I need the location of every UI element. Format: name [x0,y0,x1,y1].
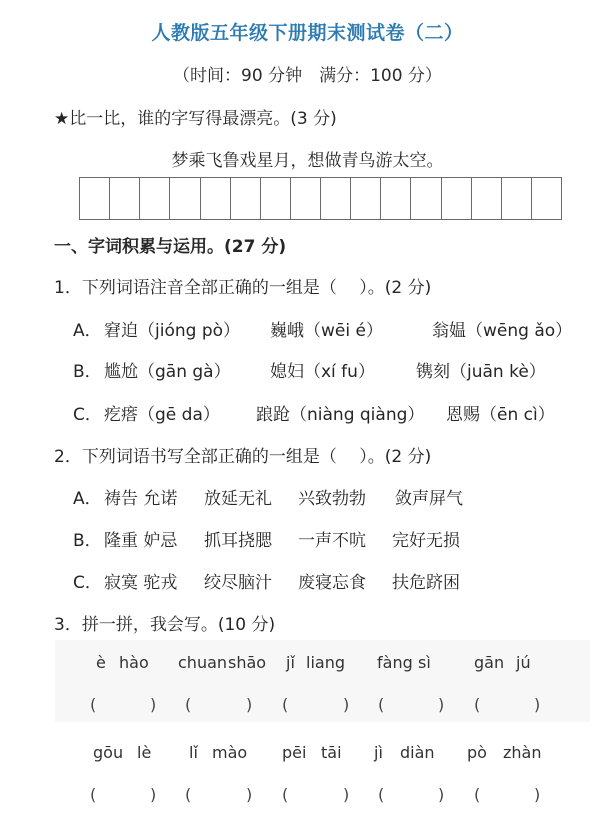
paren-open: ( [282,695,289,714]
option-item: 废寝忘食 [298,573,366,593]
pinyin: lǐ [189,743,198,762]
paren-open: ( [378,695,385,714]
grid-cell[interactable] [291,178,321,219]
grid-cell[interactable] [321,178,351,219]
option-item: 窘迫（jióng pò） [104,321,241,341]
exam-subtitle: （时间：90 分钟 满分：100 分） [173,66,442,86]
option-label: B． [73,531,102,551]
q2-stem: 2．下列词语书写全部正确的一组是（ ）。(2 分) [54,447,432,467]
pinyin: pò [467,743,487,762]
option-item: 祷告 允诺 [104,489,178,509]
option-item: 寂寞 驼戎 [104,573,178,593]
grid-cell[interactable] [502,178,532,219]
option-item: 翁媪（wēng ǎo） [432,321,573,341]
option-item: 抓耳挠腮 [204,531,272,551]
paren-open: ( [474,785,481,804]
paren-open: ( [282,785,289,804]
option-item: 恩赐（ēn cì） [446,405,555,425]
grid-cell[interactable] [140,178,170,219]
paren-close: ) [438,695,445,714]
paren-close: ) [343,785,350,804]
grid-cell[interactable] [261,178,291,219]
grid-cell[interactable] [231,178,261,219]
pinyin: zhàn [503,743,542,762]
pinyin: diàn [400,743,435,762]
paren-close: ) [534,785,541,804]
paren-close: ) [343,695,350,714]
option-item: 一声不吭 [298,531,366,551]
paren-close: ) [150,695,157,714]
paren-open: ( [90,785,97,804]
pinyin: gōu [93,743,124,762]
option-label: C． [73,405,102,425]
option-label: B． [73,362,102,382]
paren-open: ( [185,695,192,714]
q3-stem: 3．拼一拼，我会写。(10 分) [54,615,276,635]
paren-open: ( [378,785,385,804]
paren-close: ) [246,695,253,714]
paren-open: ( [474,695,481,714]
paren-close: ) [150,785,157,804]
paren-close: ) [246,785,253,804]
option-item: 踉跄（niàng qiàng） [256,405,425,425]
option-item: 尴尬（gān gà） [104,362,231,382]
grid-cell[interactable] [201,178,231,219]
option-item: 扶危跻困 [392,573,460,593]
option-item: 镌刻（juān kè） [416,362,546,382]
grid-cell[interactable] [80,178,110,219]
pinyin: jú [516,653,531,672]
pinyin: chuan [178,653,228,672]
q1-stem: 1．下列词语注音全部正确的一组是（ ）。(2 分) [54,278,432,298]
option-item: 媳妇（xí fu） [270,362,375,382]
paren-close: ) [534,695,541,714]
grid-cell[interactable] [442,178,472,219]
option-label: C． [73,573,102,593]
option-label: A． [73,489,102,509]
option-item: 完好无损 [392,531,460,551]
grid-cell[interactable] [381,178,411,219]
paren-open: ( [90,695,97,714]
writing-grid[interactable] [79,177,562,220]
pinyin: gān [474,653,505,672]
paren-open: ( [185,785,192,804]
grid-cell[interactable] [351,178,381,219]
pinyin: liang [306,653,345,672]
handwriting-prompt: ★比一比，谁的字写得最漂亮。(3 分) [54,109,337,129]
grid-cell[interactable] [170,178,200,219]
pinyin: jǐ [286,653,295,672]
pinyin: sì [418,653,431,672]
pinyin: lè [137,743,152,762]
option-item: 绞尽脑汁 [204,573,272,593]
grid-cell[interactable] [532,178,561,219]
grid-cell[interactable] [411,178,441,219]
option-item: 隆重 妒忌 [104,531,178,551]
pinyin: jì [374,743,383,762]
grid-cell[interactable] [472,178,502,219]
pinyin: pēi [282,743,307,762]
handwriting-sentence: 梦乘飞鲁戏星月，想做青鸟游太空。 [171,151,444,171]
paren-close: ) [438,785,445,804]
option-item: 兴致勃勃 [298,489,366,509]
option-item: 放延无礼 [204,489,272,509]
option-label: A． [73,321,102,341]
exam-title: 人教版五年级下册期末测试卷（二） [151,22,464,44]
pinyin: fàng [377,653,413,672]
section-heading: 一、字词积累与运用。(27 分) [54,237,287,257]
option-item: 巍峨（wēi é） [270,321,383,341]
option-item: 敛声屏气 [395,489,463,509]
pinyin: è [96,653,106,672]
grid-cell[interactable] [110,178,140,219]
pinyin: tāi [321,743,342,762]
option-item: 疙瘩（gē da） [104,405,220,425]
pinyin: mào [212,743,248,762]
pinyin: hào [119,653,149,672]
pinyin: shāo [228,653,267,672]
